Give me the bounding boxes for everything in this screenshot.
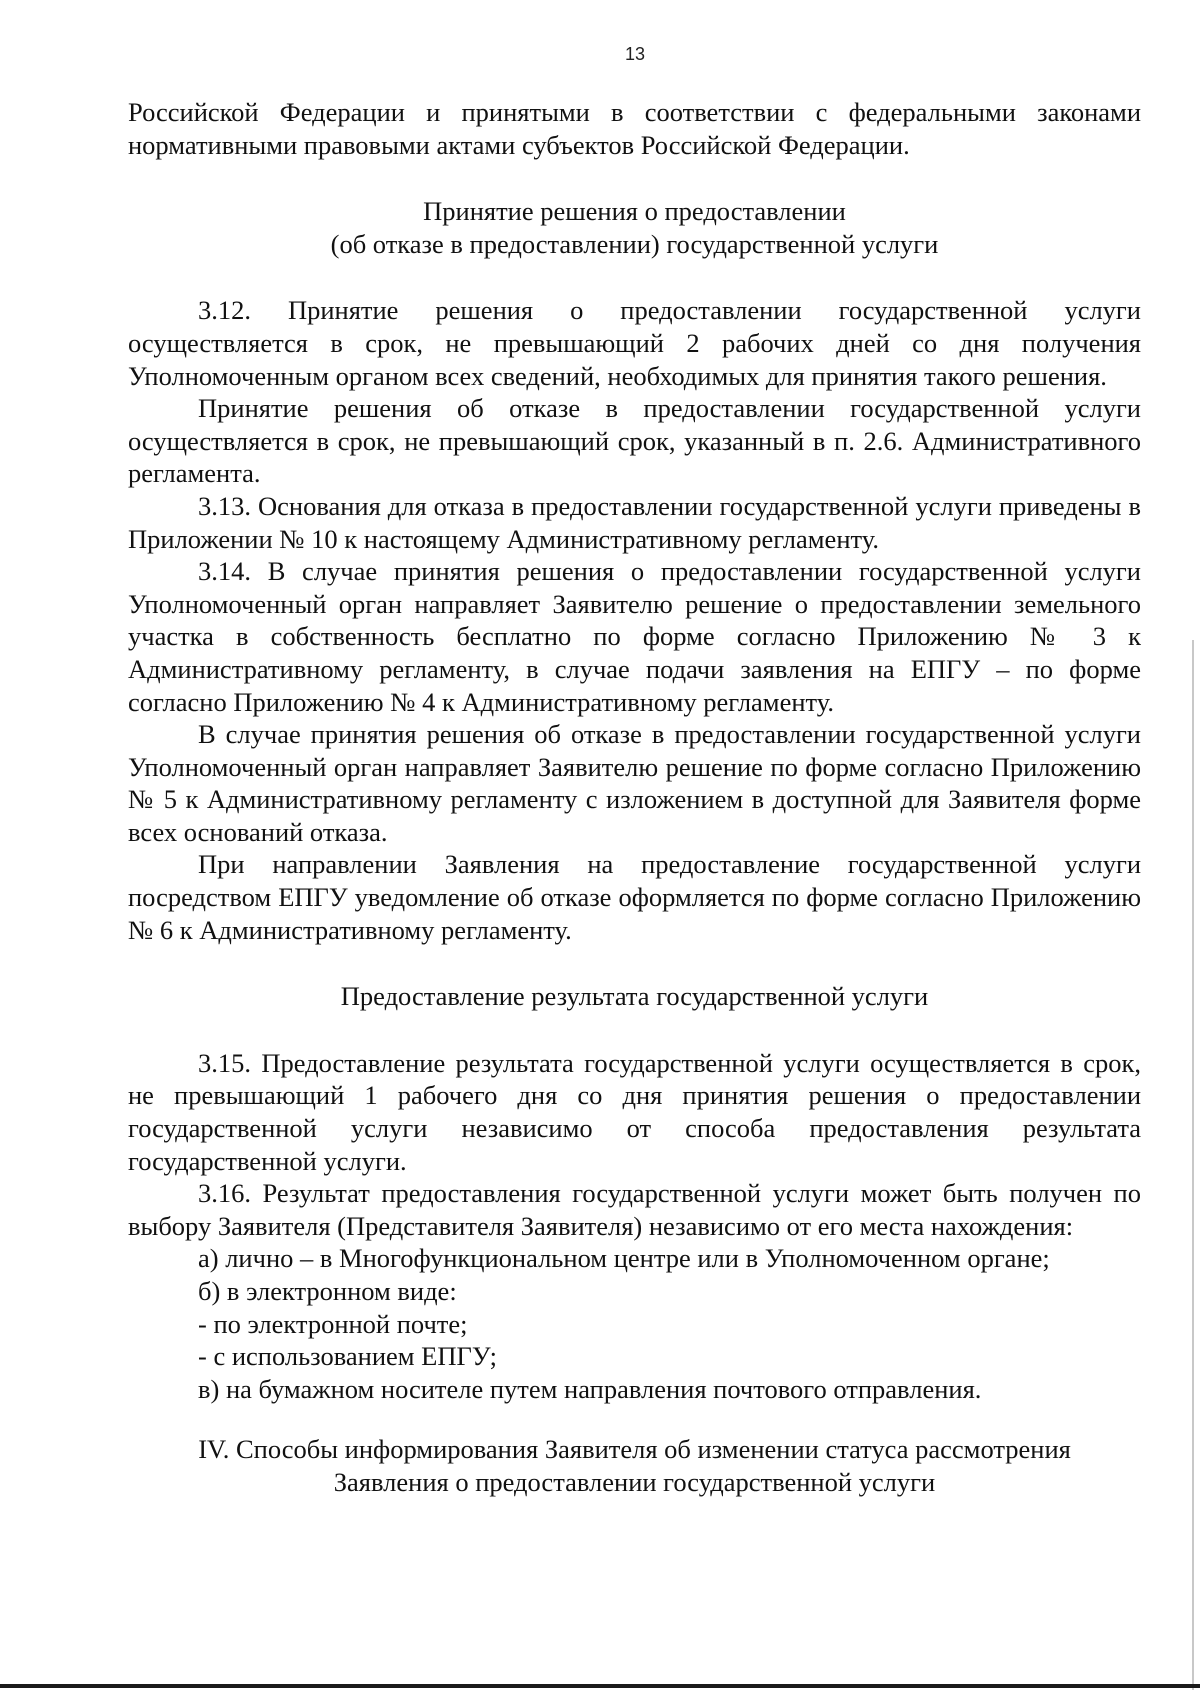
paragraph-3-14-refusal: В случае принятия решения об отказе в предоставлении государственной услуги Уполномоченный орган направляет Заявителю решение по форме согласно Приложению № 5 к Административному регламенту с изложением в доступной для Заявителя форме всех оснований отказа.	[128, 719, 1141, 847]
page-number: 13	[624, 44, 646, 64]
list-item: - с использованием ЕПГУ;	[198, 1341, 497, 1372]
scan-edge-right	[1192, 640, 1194, 1690]
paragraph-3-12-refusal: Принятие решения об отказе в предоставлении государственной услуги осуществляется в срок, не превышающий срок, указанный в п. 2.6. Административного регламента.	[128, 393, 1141, 489]
scan-edge-bottom	[0, 1684, 1200, 1688]
section-heading-status-line-2: Заявления о предоставлении государственной услуги	[333, 1466, 936, 1497]
list-item: б) в электронном виде:	[198, 1276, 457, 1306]
paragraph-3-16: 3.16. Результат предоставления государственной услуги может быть получен по выбору Заявителя (Представителя Заявителя) независимо от его места нахождения:	[128, 1178, 1141, 1241]
paragraph-3-15: 3.15. Предоставление результата государственной услуги осуществляется в срок, не превышающий 1 рабочего дня со дня принятия решения о предоставлении государственной услуги независимо от способа предоставления результата государственной услуги.	[128, 1047, 1141, 1176]
section-heading-status-line-1: IV. Способы информирования Заявителя об изменении статуса рассмотрения	[198, 1434, 1071, 1465]
document-body	[128, 96, 1141, 1499]
list-item: а) лично – в Многофункциональном центре или в Уполномоченном органе;	[198, 1243, 1050, 1274]
paragraph-3-12: 3.12. Принятие решения о предоставлении государственной услуги осуществляется в срок, не превышающий 2 рабочих дней со дня получения Уполномоченным органом всех сведений, необходимых для принятия такого решения.	[128, 295, 1141, 391]
paragraph-3-14-epgu: При направлении Заявления на предоставление государственной услуги посредством ЕПГУ уведомление об отказе оформляется по форме согласно Приложению № 6 к Административному регламенту.	[128, 849, 1141, 945]
section-heading-result: Предоставление результата государственной услуги	[340, 981, 929, 1012]
intro-paragraph: Российской Федерации и принятыми в соответствии с федеральными законами нормативными правовыми актами субъектов Российской Федерации.	[128, 97, 1141, 160]
paragraph-3-13: 3.13. Основания для отказа в предоставлении государственной услуги приведены в Приложении № 10 к настоящему Административному регламенту.	[128, 490, 1141, 554]
section-heading-decision-line-2: (об отказе в предоставлении) государственной услуги	[330, 228, 939, 259]
list-item: в) на бумажном носителе путем направления почтового отправления.	[198, 1373, 982, 1404]
paragraph-3-14: 3.14. В случае принятия решения о предоставлении государственной услуги Уполномоченный орган направляет Заявителю решение о предоставлении земельного участка в собственность бесплатно по форме согласно Приложению № 3 к Административному регламенту, в случае подачи заявления на ЕПГУ – по форме согласно Приложению № 4 к Административному регламенту.	[128, 556, 1141, 717]
list-item: - по электронной почте;	[198, 1308, 468, 1339]
section-heading-decision-line-1: Принятие решения о предоставлении	[423, 196, 846, 227]
